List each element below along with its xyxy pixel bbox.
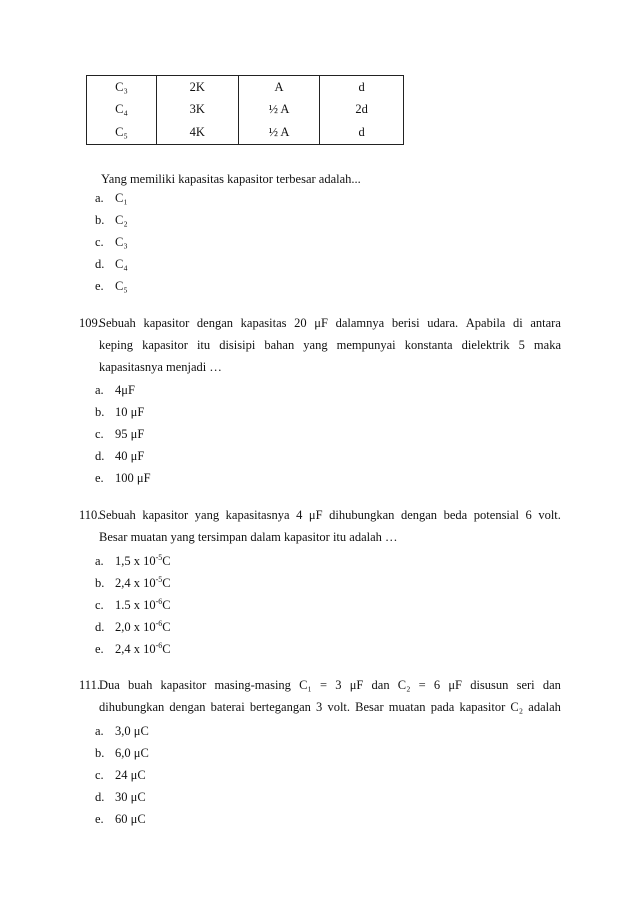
option-mantissa: 1.5 x 10 — [115, 598, 156, 612]
option-exponent: -5 — [155, 553, 163, 562]
word: kapasitor — [459, 700, 506, 714]
option-mantissa: 2,4 x 10 — [115, 576, 156, 590]
word: μF — [349, 678, 364, 692]
option-text: C₅ — [115, 279, 128, 293]
word: antara — [530, 316, 561, 330]
answer-option — [95, 427, 144, 442]
option-label: d. — [95, 620, 105, 634]
option-unit: C — [162, 576, 171, 590]
word: kapasitasnya — [225, 508, 290, 522]
word: dengan — [196, 316, 234, 330]
option-label: c. — [95, 768, 104, 782]
answer-option — [95, 213, 128, 228]
table-cell: A — [238, 76, 320, 99]
option-text: 4μF — [115, 383, 135, 397]
word: berisi — [391, 316, 420, 330]
answer-option — [95, 257, 128, 272]
word: Sebuah — [99, 316, 136, 330]
word: bertegangan — [249, 700, 311, 714]
option-label: e. — [95, 642, 104, 656]
word: kapasitor — [142, 338, 188, 352]
question-number: 109. — [79, 316, 101, 330]
word: dihubungkan — [329, 508, 395, 522]
word: dielektrik — [461, 338, 510, 352]
word: kapasitas — [240, 316, 287, 330]
word: adalah — [528, 700, 561, 714]
word: 3 — [316, 700, 323, 714]
table-cell: C₄ — [87, 99, 157, 122]
option-label: b. — [95, 213, 105, 227]
word: dengan — [169, 700, 206, 714]
capacitor-table — [86, 75, 404, 145]
word: itu — [196, 338, 211, 352]
word: disusun — [470, 678, 509, 692]
option-label: b. — [95, 576, 105, 590]
option-label: a. — [95, 383, 104, 397]
option-text: 60 μC — [115, 812, 146, 826]
option-label: d. — [95, 449, 105, 463]
table-cell: d — [320, 76, 404, 99]
word: volt. — [327, 700, 351, 714]
option-label: e. — [95, 471, 104, 485]
option-text: 6,0 μC — [115, 746, 149, 760]
word: baterai — [210, 700, 245, 714]
answer-option — [95, 619, 171, 635]
word: μF — [308, 508, 323, 522]
option-text: 3,0 μC — [115, 724, 149, 738]
option-label: d. — [95, 790, 105, 804]
word: dalamnya — [335, 316, 385, 330]
answer-option — [95, 383, 135, 398]
word: kapasitor — [160, 678, 207, 692]
question-line: Besar muatan yang tersimpan dalam kapasitor itu adalah … — [99, 530, 398, 544]
answer-option — [95, 597, 171, 613]
question-stem: Yang memiliki kapasitas kapasitor terbesar adalah... — [101, 172, 361, 186]
word: 6 — [525, 508, 532, 522]
option-text: 24 μC — [115, 768, 146, 782]
option-text: C₄ — [115, 257, 128, 271]
word: C₂ — [397, 678, 411, 692]
question-number: 110. — [79, 508, 101, 522]
option-label: e. — [95, 812, 104, 826]
option-text: 30 μC — [115, 790, 146, 804]
word: kapasitor — [142, 508, 189, 522]
word: dengan — [400, 508, 438, 522]
word: potensial — [473, 508, 519, 522]
option-label: b. — [95, 746, 105, 760]
word: udara. — [427, 316, 459, 330]
word: disisipi — [219, 338, 256, 352]
word: = — [418, 678, 426, 692]
option-text: C₁ — [115, 191, 128, 205]
question-line — [99, 678, 561, 693]
option-exponent: -5 — [155, 575, 163, 584]
answer-option — [95, 768, 146, 783]
word: 3 — [335, 678, 342, 692]
table-cell: C₅ — [87, 121, 157, 144]
answer-option — [95, 641, 171, 657]
answer-option — [95, 279, 128, 294]
word: mempunyai — [336, 338, 396, 352]
question-line — [99, 338, 561, 353]
table-cell: 3K — [156, 99, 238, 122]
option-unit: C — [162, 554, 171, 568]
word: = — [320, 678, 328, 692]
question-line — [99, 700, 561, 715]
word: C₂ — [510, 700, 524, 714]
table-cell: ½ A — [238, 121, 320, 144]
word: 4 — [296, 508, 303, 522]
answer-option — [95, 553, 171, 569]
answer-option — [95, 235, 128, 250]
word: konstanta — [404, 338, 453, 352]
word: muatan — [388, 700, 426, 714]
option-label: a. — [95, 191, 104, 205]
answer-option — [95, 724, 149, 739]
option-text: C₃ — [115, 235, 128, 249]
word: C₁ — [299, 678, 312, 692]
table-cell: 4K — [156, 121, 238, 144]
option-mantissa: 1,5 x 10 — [115, 554, 156, 568]
table-cell: ½ A — [238, 99, 320, 122]
option-label: c. — [95, 235, 104, 249]
option-text: 10 μF — [115, 405, 145, 419]
word: volt. — [538, 508, 561, 522]
option-unit: C — [162, 620, 171, 634]
option-exponent: -6 — [155, 641, 163, 650]
word: 6 — [433, 678, 441, 692]
word: seri — [516, 678, 535, 692]
word: kapasitor — [143, 316, 190, 330]
answer-option — [95, 191, 128, 206]
word: dan — [371, 678, 390, 692]
word: yang — [303, 338, 328, 352]
word: keping — [99, 338, 134, 352]
word: masing-masing — [214, 678, 291, 692]
table-cell: 2K — [156, 76, 238, 99]
option-text: 40 μF — [115, 449, 145, 463]
word: Apabila — [465, 316, 506, 330]
word: bahan — [264, 338, 295, 352]
word: Besar — [355, 700, 384, 714]
word: μF — [314, 316, 328, 330]
question-line: kapasitasnya menjadi … — [99, 360, 222, 374]
word: dan — [542, 678, 561, 692]
option-text: 100 μF — [115, 471, 151, 485]
option-label: d. — [95, 257, 105, 271]
word: Sebuah — [99, 508, 136, 522]
word: pada — [430, 700, 455, 714]
answer-option — [95, 575, 171, 591]
option-unit: C — [162, 642, 171, 656]
option-label: a. — [95, 724, 104, 738]
answer-option — [95, 449, 144, 464]
word: yang — [194, 508, 220, 522]
word: dihubungkan — [99, 700, 165, 714]
table-cell: d — [320, 121, 404, 144]
option-label: e. — [95, 279, 104, 293]
question-line — [99, 316, 561, 331]
table-row — [87, 121, 404, 144]
option-label: c. — [95, 598, 104, 612]
word: beda — [443, 508, 468, 522]
option-label: a. — [95, 554, 104, 568]
option-exponent: -6 — [155, 619, 163, 628]
question-line — [99, 508, 561, 523]
option-mantissa: 2,4 x 10 — [115, 642, 156, 656]
word: maka — [533, 338, 561, 352]
table-cell: 2d — [320, 99, 404, 122]
table-row — [87, 99, 404, 122]
option-exponent: -6 — [155, 597, 163, 606]
answer-option — [95, 471, 151, 486]
option-label: b. — [95, 405, 105, 419]
option-mantissa: 2,0 x 10 — [115, 620, 156, 634]
option-label: c. — [95, 427, 104, 441]
option-text: C₂ — [115, 213, 128, 227]
word: μF — [448, 678, 463, 692]
question-number: 111. — [79, 678, 100, 692]
answer-option — [95, 812, 146, 827]
answer-option — [95, 790, 146, 805]
word: Dua — [99, 678, 120, 692]
table-row — [87, 76, 404, 99]
word: 5 — [518, 338, 525, 352]
word: 20 — [294, 316, 307, 330]
option-unit: C — [162, 598, 171, 612]
table-cell: C₃ — [87, 76, 157, 99]
answer-option — [95, 746, 149, 761]
answer-option — [95, 405, 144, 420]
word: buah — [128, 678, 153, 692]
option-text: 95 μF — [115, 427, 145, 441]
word: di — [512, 316, 523, 330]
